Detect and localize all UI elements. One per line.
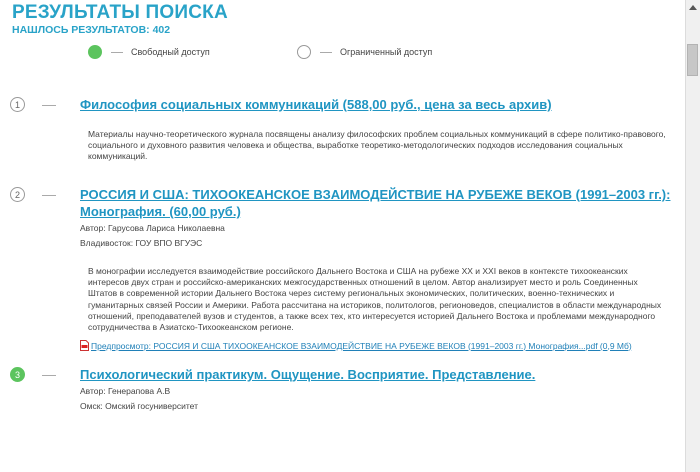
result-title-link[interactable]: Психологический практикум. Ощущение. Восприятие. Представление. [80, 367, 536, 382]
legend-dash [111, 52, 123, 53]
legend-dash [320, 52, 332, 53]
legend-restricted-label: Ограниченный доступ [340, 47, 433, 57]
legend-open-access [88, 43, 210, 61]
result-dash [42, 105, 56, 106]
results-count: НАШЛОСЬ РЕЗУЛЬТАТОВ: 402 [12, 24, 171, 36]
result-description: В монографии исследуется взаимодействие российского Дальнего Востока и США на рубеже XX и XXI веков в контексте тихоокеанских интересов двух стран и российско-американских межгосударственных отношений в целом. Автор анализирует место и роль Соединенных Штатов в современной истории Дальнего Востока через систему региональных экономических, политических, военно-технических и гуманитарных связей России и Америки. Работа рассчитана на историков, политологов, регионоведов, специалистов в области международных отношений, преподавателей вузов и студентов, а также всех тех, кто интересуется историей Дальнего Востока и проблемами международного сотрудничества в Азиатско-Тихоокеанском регионе. [88, 266, 662, 333]
scroll-up-arrow-icon[interactable] [686, 0, 700, 14]
result-title-link[interactable]: Философия социальных коммуникаций (588,00 руб., цена за весь архив) [80, 97, 552, 112]
vertical-scrollbar[interactable] [685, 0, 700, 472]
scrollbar-thumb[interactable] [687, 44, 698, 76]
result-dash [42, 375, 56, 376]
legend-restricted-access [297, 43, 432, 61]
result-number-badge: 2 [10, 187, 25, 202]
pdf-icon [80, 340, 89, 351]
result-description: Материалы научно-теоретического журнала посвящены анализу философских проблем социальных коммуникаций в сфере политико-правового, социального и духовного развития человека и общества, выработке теоретико-методологических подходов исследования социальных коммуникаций. [88, 129, 666, 162]
result-author: Автор: Гарусова Лариса Николаевна [80, 223, 225, 233]
result-publisher: Омск: Омский госуниверситет [80, 401, 199, 411]
page-title: РЕЗУЛЬТАТЫ ПОИСКА [12, 2, 228, 23]
result-author: Автор: Генерапова А.В [80, 386, 171, 396]
result-preview-link[interactable] [80, 340, 632, 351]
result-title-link[interactable]: РОССИЯ И США: ТИХООКЕАНСКОЕ ВЗАИМОДЕЙСТВИЕ НА РУБЕЖЕ ВЕКОВ (1991–2003 гг.): Монография. (60,00 руб.) [80, 187, 671, 219]
legend-open-label: Свободный доступ [131, 47, 210, 57]
restricted-access-dot-icon [297, 45, 311, 59]
open-access-dot-icon [88, 45, 102, 59]
result-dash [42, 195, 56, 196]
result-preview-text[interactable]: Предпросмотр: РОССИЯ И США ТИХООКЕАНСКОЕ ВЗАИМОДЕЙСТВИЕ НА РУБЕЖЕ ВЕКОВ (1991–2003 гг.) Монография...pdf (0,9 Мб) [91, 340, 632, 351]
result-number-badge: 1 [10, 97, 25, 112]
result-publisher: Владивосток: ГОУ ВПО ВГУЭС [80, 238, 203, 248]
result-number-badge: 3 [10, 367, 25, 382]
